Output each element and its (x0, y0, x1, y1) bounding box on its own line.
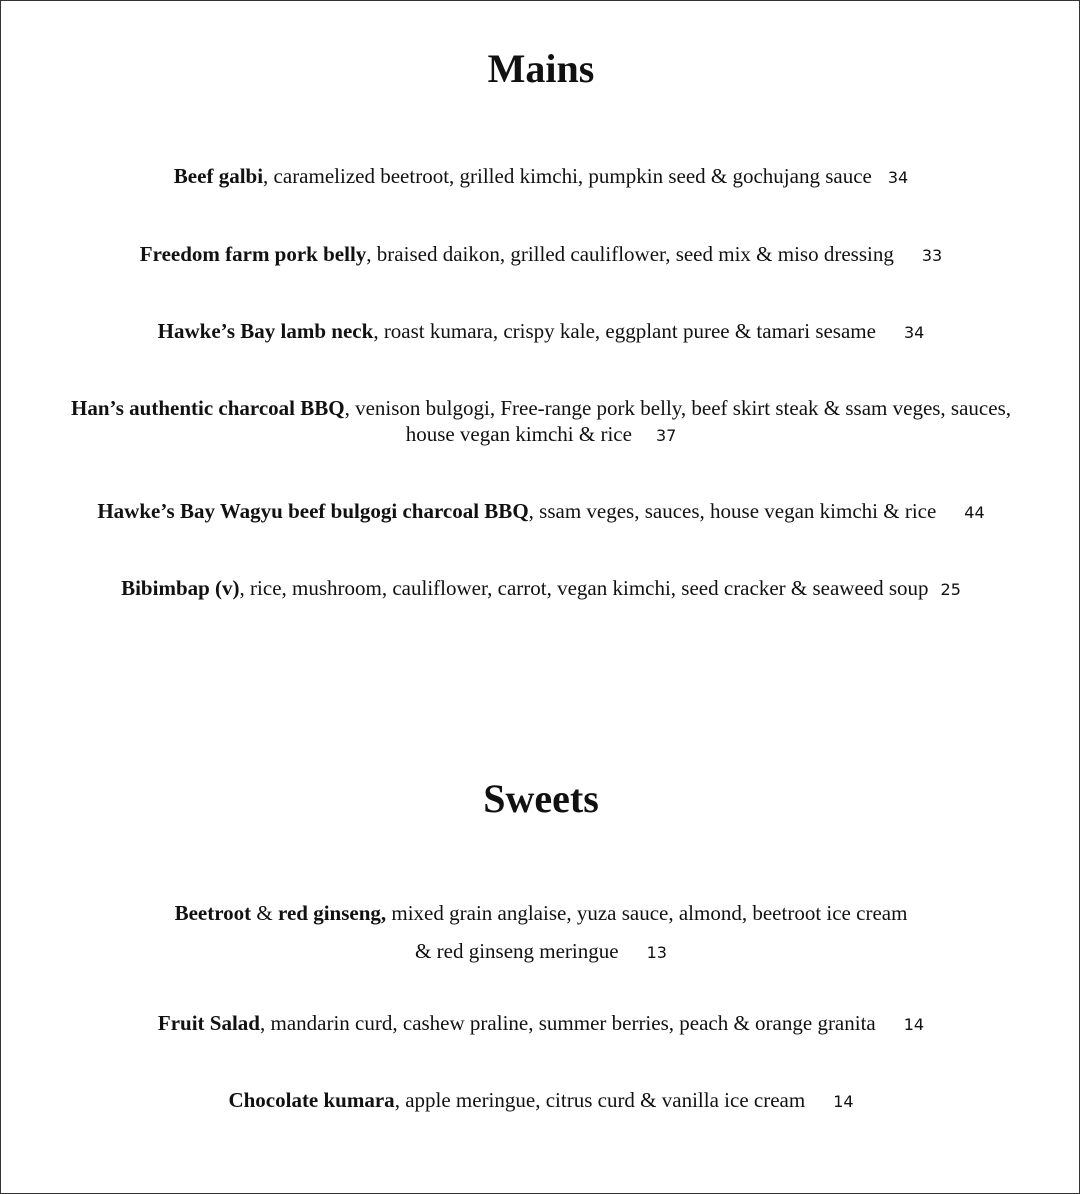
item-name: Freedom farm pork belly (139, 242, 367, 266)
item-name: Beetroot (174, 901, 252, 925)
item-name: Bibimbap (v) (121, 576, 240, 600)
item-price: 25 (940, 580, 961, 599)
menu-item-lamb-neck (21, 318, 1061, 346)
item-name: Beef galbi (173, 164, 264, 188)
item-price: 34 (887, 168, 909, 187)
item-description-continued: house vegan kimchi & rice (405, 422, 632, 446)
menu-item-chocolate-kumara (21, 1087, 1061, 1115)
item-price: 44 (964, 503, 985, 522)
menu-item-beetroot-ginseng (21, 894, 1061, 972)
item-description: , venison bulgogi, Free-range pork belly, beef skirt steak & ssam veges, sauces, (344, 396, 1011, 420)
item-name: Fruit Salad (157, 1011, 260, 1035)
item-description: , rice, mushroom, cauliflower, carrot, vegan kimchi, seed cracker & seaweed soup (239, 576, 929, 600)
item-description: , apple meringue, citrus curd & vanilla ice cream (394, 1088, 806, 1112)
menu-item-beef-galbi (21, 163, 1061, 191)
item-description: , roast kumara, crispy kale, eggplant puree & tamari sesame (373, 319, 876, 343)
item-price: 14 (833, 1092, 854, 1111)
sweets-heading: Sweets (483, 776, 599, 821)
item-name: Hawke’s Bay Wagyu beef bulgogi charcoal BBQ (97, 499, 529, 523)
menu-item-pork-belly (21, 241, 1061, 269)
item-name: Chocolate kumara (228, 1088, 395, 1112)
item-description: , caramelized beetroot, grilled kimchi, pumpkin seed & gochujang sauce (263, 164, 872, 188)
item-description: , mandarin curd, cashew praline, summer berries, peach & orange granita (260, 1011, 876, 1035)
item-name: Han’s authentic charcoal BBQ (71, 396, 345, 420)
item-price: 13 (646, 943, 667, 962)
mains-heading: Mains (487, 46, 595, 91)
menu-item-wagyu-bbq (21, 498, 1061, 526)
menu-item-charcoal-bbq (21, 395, 1061, 449)
item-name-part2: red ginseng, (278, 901, 387, 925)
item-price: 33 (921, 246, 943, 265)
item-price: 37 (655, 426, 677, 445)
item-line-1 (21, 395, 1061, 421)
item-description-continued: & red ginseng meringue (415, 939, 619, 963)
item-line-1 (21, 894, 1061, 932)
menu-item-bibimbap (21, 575, 1061, 603)
item-name: Hawke’s Bay lamb neck (157, 319, 374, 343)
item-description: mixed grain anglaise, yuza sauce, almond, beetroot ice cream (386, 901, 908, 925)
item-line-2 (21, 932, 1061, 972)
item-price: 34 (903, 323, 925, 342)
item-name-connector: & (251, 901, 278, 925)
item-line-2 (21, 421, 1061, 449)
item-description: , ssam veges, sauces, house vegan kimchi & rice (528, 499, 937, 523)
menu-item-fruit-salad (21, 1010, 1061, 1038)
item-price: 14 (903, 1015, 925, 1034)
item-description: , braised daikon, grilled cauliflower, seed mix & miso dressing (366, 242, 894, 266)
